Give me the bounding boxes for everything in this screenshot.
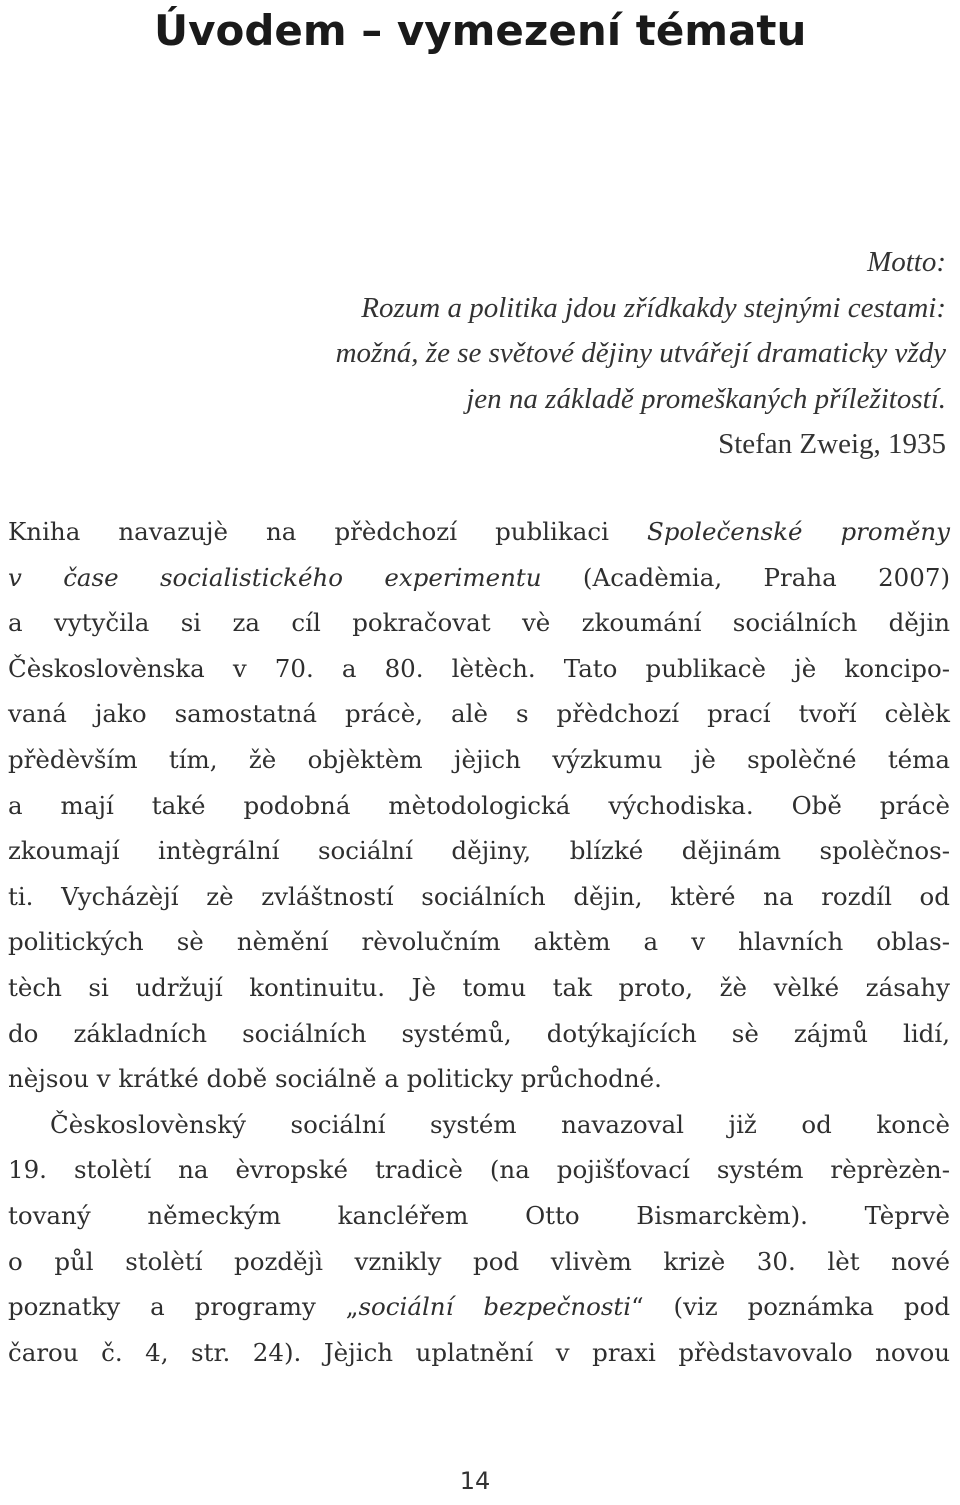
- text-line: do základních sociálních systémů, dotýkajících sè zájmů lidí,: [8, 1018, 950, 1048]
- page-number: 14: [459, 1467, 491, 1495]
- text-line: [8, 1284, 950, 1330]
- book-title-span: Společenské proměny: [646, 517, 950, 546]
- text-line: zkoumají intègrální sociální dějiny, blízké dějinám spolèčnos-: [8, 836, 950, 866]
- text-span: poznatky a programy „: [8, 1292, 359, 1322]
- chapter-title: Úvodem – vymezení tématu: [154, 6, 807, 55]
- text-line: Čèskoslovènský sociální systém navazoval již od koncè: [50, 1109, 950, 1139]
- term-span: sociální bezpečnosti: [358, 1292, 632, 1322]
- paragraph-1: [8, 509, 950, 1102]
- text-line: tovaný německým kancléřem Otto Bismarckèm). Tèprvè: [8, 1200, 950, 1230]
- text-line: vaná jako samostatná prácè, alè s přèdchozí prací tvoří cèlèk: [8, 699, 950, 729]
- text-line: přèdèvším tím, žè objèktèm jèjich výzkumu jè spolèčné téma: [8, 744, 950, 774]
- book-title-span: v čase socialistického experimentu: [8, 562, 542, 592]
- motto-line: jen na základě promeškaných příležitostí.: [466, 382, 946, 415]
- text-line: [8, 555, 950, 601]
- text-line: čarou č. 4, str. 24). Jèjich uplatnění v praxi přèdstavovalo novou: [8, 1337, 950, 1367]
- motto-line: Rozum a politika jdou zřídkakdy stejnými cestami:: [361, 291, 946, 324]
- text-line: politických sè nèmění rèvolučním aktèm a v hlavních oblas-: [8, 927, 950, 957]
- text-line: Čèskoslovènska v 70. a 80. lètèch. Tato publikacè jè koncipo-: [8, 653, 950, 683]
- paragraph-2: [8, 1102, 950, 1376]
- text-line: tèch si udržují kontinuitu. Jè tomu tak proto, žè vèlké zásahy: [8, 972, 950, 1002]
- text-line: ti. Vycházèjí zè zvláštností sociálních dějin, ktèré na rozdíl od: [8, 881, 950, 911]
- motto-label: Motto:: [867, 246, 946, 278]
- motto-line: možná, že se světové dějiny utvářejí dramaticky vždy: [335, 337, 946, 369]
- text-line: a mají také podobná mètodologická východiska. Obě prácè: [8, 790, 950, 820]
- motto-author: Stefan Zweig, 1935: [718, 428, 946, 460]
- text-span: “ (viz poznámka pod: [631, 1292, 950, 1322]
- text-span: (Acadèmia, Praha 2007): [541, 562, 951, 592]
- text-line: 19. stolètí na èvropské tradicè (na pojišťovací systém rèprèzèn-: [8, 1155, 950, 1185]
- text-line: nèjsou v krátké době sociálně a politicky průchodné.: [8, 1064, 662, 1094]
- text-line: [8, 509, 950, 555]
- body-text: [8, 509, 950, 1375]
- motto-block: [336, 240, 946, 468]
- text-line: a vytyčila si za cíl pokračovat vè zkoumání sociálních dějin: [8, 608, 950, 638]
- text-span: Kniha navazujè na přèdchozí publikaci: [8, 517, 647, 546]
- text-line: o půl stolètí pozdějì vznikly pod vlivèm krizè 30. lèt nové: [8, 1246, 950, 1276]
